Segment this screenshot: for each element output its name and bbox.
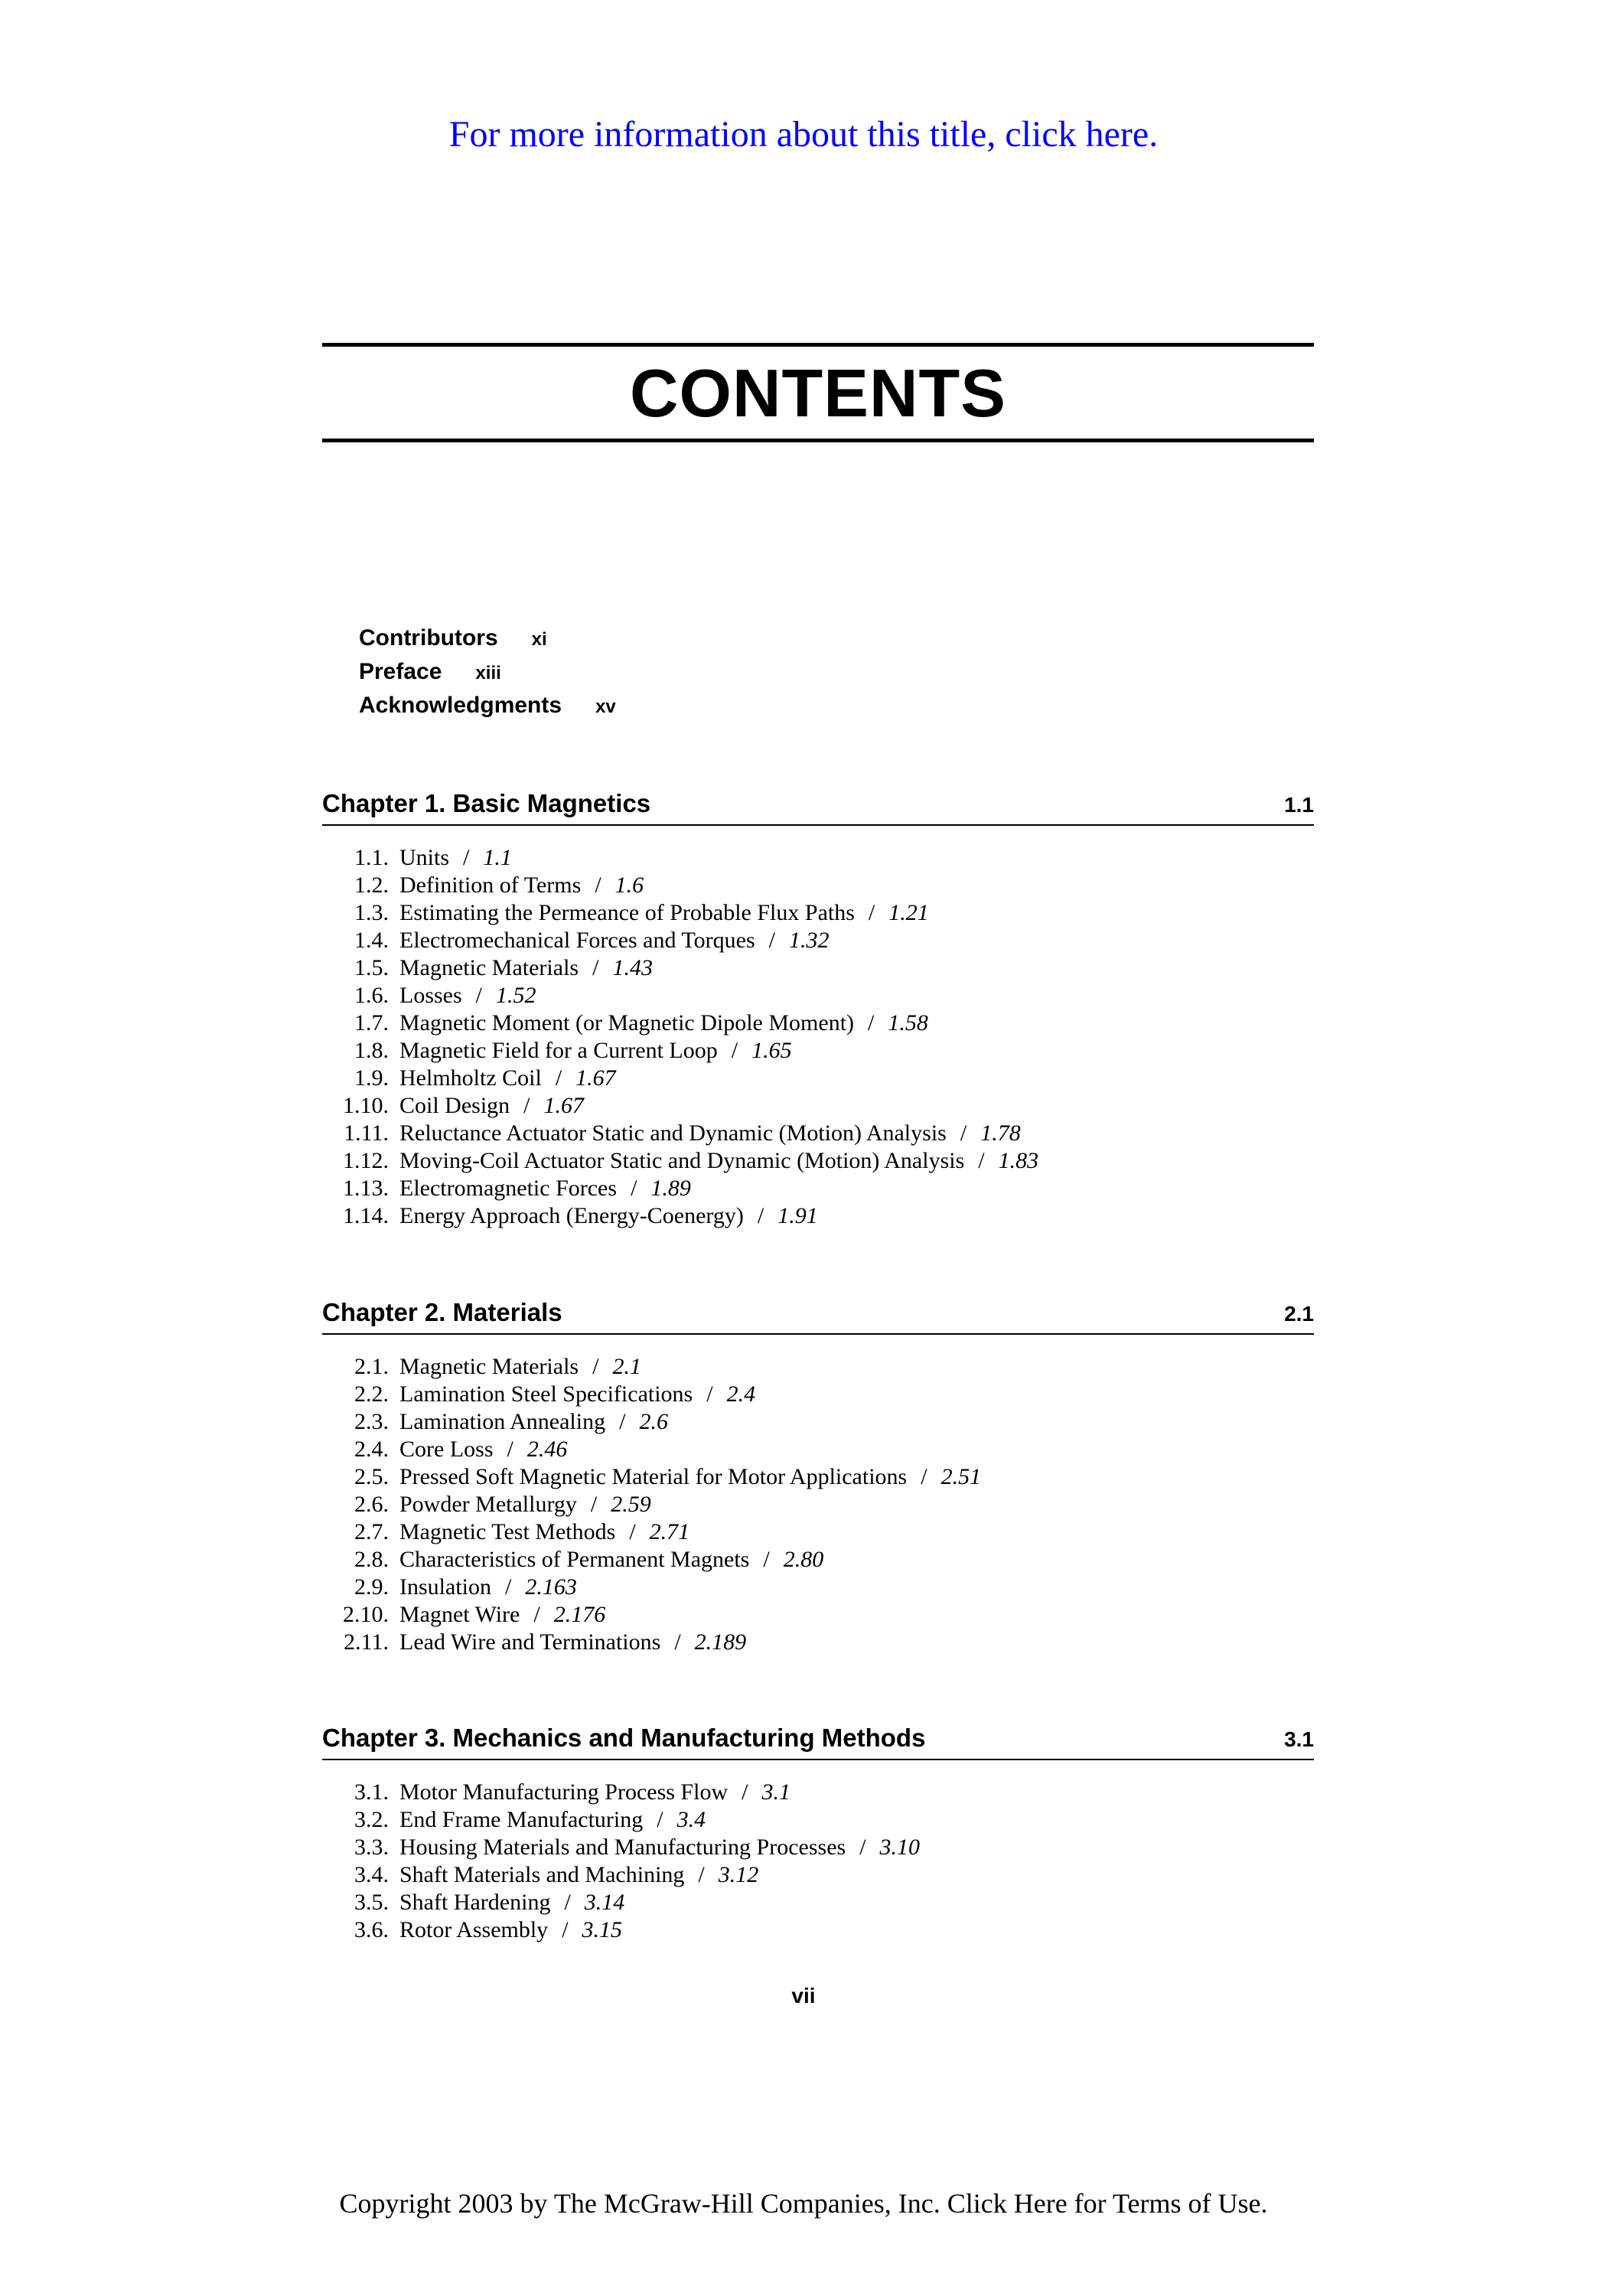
section-title: Powder Metallurgy xyxy=(399,1492,577,1517)
section-separator: / xyxy=(631,1176,637,1201)
section-title: Units xyxy=(399,845,450,870)
section-title: Electromechanical Forces and Torques xyxy=(399,928,755,953)
front-matter-item[interactable] xyxy=(359,621,616,655)
toc-entry[interactable] xyxy=(322,1779,1314,1806)
section-separator: / xyxy=(657,1807,663,1832)
toc-entry[interactable] xyxy=(322,1601,1314,1629)
section-page-number: 2.189 xyxy=(694,1629,747,1655)
section-title: Shaft Hardening xyxy=(399,1890,551,1915)
section-separator: / xyxy=(757,1203,764,1228)
section-number: 1.7. xyxy=(354,1010,389,1035)
section-separator: / xyxy=(592,1354,599,1379)
toc-entry[interactable] xyxy=(322,1353,1314,1381)
section-separator: / xyxy=(921,1464,927,1489)
section-number: 1.11. xyxy=(344,1120,389,1146)
section-title: Magnet Wire xyxy=(399,1602,520,1627)
section-number: 1.2. xyxy=(354,872,389,898)
section-page-number: 3.4 xyxy=(676,1807,706,1832)
section-separator: / xyxy=(960,1120,967,1146)
section-separator: / xyxy=(523,1093,530,1118)
toc-entry[interactable] xyxy=(322,1436,1314,1463)
section-separator: / xyxy=(555,1065,562,1091)
toc-entry[interactable] xyxy=(322,1202,1314,1230)
section-separator: / xyxy=(533,1602,540,1627)
toc-entry[interactable] xyxy=(322,1065,1314,1092)
section-number: 1.9. xyxy=(354,1065,389,1091)
section-title: Insulation xyxy=(399,1574,491,1600)
section-page-number: 2.1 xyxy=(612,1354,641,1379)
toc-entry[interactable] xyxy=(322,1463,1314,1491)
section-title: Motor Manufacturing Process Flow xyxy=(399,1779,729,1805)
section-page-number: 2.176 xyxy=(553,1602,606,1627)
front-matter-label: Preface xyxy=(359,659,442,684)
toc-entry[interactable] xyxy=(322,1120,1314,1147)
section-number: 2.4. xyxy=(354,1437,389,1462)
section-page-number: 1.1 xyxy=(483,845,512,870)
section-number: 2.11. xyxy=(344,1629,389,1655)
section-title: Rotor Assembly xyxy=(399,1917,549,1942)
front-matter-label: Acknowledgments xyxy=(359,693,562,718)
section-page-number: 2.71 xyxy=(649,1519,690,1544)
toc-entry[interactable] xyxy=(322,954,1314,982)
section-title: Lead Wire and Terminations xyxy=(399,1629,661,1655)
section-separator: / xyxy=(674,1629,681,1655)
section-title: End Frame Manufacturing xyxy=(399,1807,644,1832)
chapter-rule xyxy=(322,824,1314,826)
section-number: 3.5. xyxy=(354,1890,389,1915)
toc-entry[interactable] xyxy=(322,899,1314,927)
section-number: 1.13. xyxy=(343,1176,389,1201)
chapter-2 xyxy=(322,1295,1314,1656)
section-separator: / xyxy=(859,1835,866,1860)
section-separator: / xyxy=(595,872,601,898)
front-matter-page: xiii xyxy=(475,663,501,683)
section-separator: / xyxy=(507,1437,513,1462)
section-number: 2.2. xyxy=(354,1381,389,1407)
section-number: 1.14. xyxy=(343,1203,389,1228)
more-info-link[interactable]: For more information about this title, click here. xyxy=(448,114,1159,155)
section-page-number: 2.80 xyxy=(783,1547,824,1572)
toc-entry[interactable] xyxy=(322,927,1314,954)
front-matter-item[interactable] xyxy=(359,655,616,689)
section-page-number: 3.15 xyxy=(582,1917,623,1942)
section-number: 2.8. xyxy=(354,1547,389,1572)
section-title: Helmholtz Coil xyxy=(399,1065,542,1091)
section-separator: / xyxy=(978,1148,985,1173)
section-page-number: 2.51 xyxy=(940,1464,982,1489)
toc-entry[interactable] xyxy=(322,1037,1314,1065)
section-separator: / xyxy=(592,955,599,980)
section-number: 3.1. xyxy=(354,1779,389,1805)
section-title: Shaft Materials and Machining xyxy=(399,1862,685,1887)
chapter-heading[interactable] xyxy=(322,786,1314,821)
section-page-number: 1.78 xyxy=(980,1120,1021,1146)
toc-entry[interactable] xyxy=(322,1916,1314,1944)
section-number: 1.6. xyxy=(354,983,389,1008)
section-page-number: 1.58 xyxy=(888,1010,928,1035)
section-page-number: 1.67 xyxy=(575,1065,616,1091)
section-title: Core Loss xyxy=(399,1437,494,1462)
section-separator: / xyxy=(706,1381,713,1407)
section-title: Lamination Steel Specifications xyxy=(399,1381,693,1407)
section-separator: / xyxy=(731,1038,738,1063)
section-number: 2.5. xyxy=(354,1464,389,1489)
toc-entry[interactable] xyxy=(322,982,1314,1009)
section-number: 2.3. xyxy=(354,1409,389,1434)
section-page-number: 1.91 xyxy=(777,1203,818,1228)
section-title: Pressed Soft Magnetic Material for Motor Applications xyxy=(399,1464,908,1489)
toc-entry[interactable] xyxy=(322,1518,1314,1546)
section-number: 1.5. xyxy=(354,955,389,980)
front-matter-list xyxy=(359,621,616,722)
section-title: Magnetic Field for a Current Loop xyxy=(399,1038,718,1063)
toc-entry[interactable] xyxy=(322,1806,1314,1834)
chapter-title: Chapter 3. Mechanics and Manufacturing Methods xyxy=(322,1724,926,1752)
section-title: Magnetic Materials xyxy=(399,955,579,980)
section-page-number: 2.6 xyxy=(639,1409,668,1434)
chapter-page-number: 3.1 xyxy=(1284,1727,1314,1751)
toc-entry[interactable] xyxy=(322,844,1314,872)
section-page-number: 2.163 xyxy=(525,1574,577,1600)
toc-entry[interactable] xyxy=(322,1834,1314,1861)
chapter-1 xyxy=(322,786,1314,1230)
chapter-rule xyxy=(322,1333,1314,1335)
section-page-number: 2.59 xyxy=(611,1492,651,1517)
section-list xyxy=(322,1779,1314,1944)
toc-entry[interactable] xyxy=(322,1175,1314,1202)
toc-entry[interactable] xyxy=(322,1147,1314,1175)
section-page-number: 1.67 xyxy=(543,1093,585,1118)
section-number: 3.6. xyxy=(354,1917,389,1942)
section-number: 2.6. xyxy=(354,1492,389,1517)
toc-entry[interactable] xyxy=(322,1381,1314,1408)
section-separator: / xyxy=(505,1574,512,1600)
chapter-title: Chapter 2. Materials xyxy=(322,1298,562,1326)
section-separator: / xyxy=(463,845,470,870)
section-title: Energy Approach (Energy-Coenergy) xyxy=(399,1203,744,1228)
toc-entry[interactable] xyxy=(322,872,1314,899)
section-separator: / xyxy=(768,928,776,953)
contents-header xyxy=(322,343,1314,442)
section-title: Coil Design xyxy=(399,1093,510,1118)
section-title: Definition of Terms xyxy=(399,872,582,898)
section-number: 2.1. xyxy=(354,1354,389,1379)
section-separator: / xyxy=(629,1519,636,1544)
section-page-number: 2.4 xyxy=(726,1381,756,1407)
section-list xyxy=(322,1353,1314,1656)
section-page-number: 3.10 xyxy=(879,1835,921,1860)
section-separator: / xyxy=(475,983,483,1008)
toc-entry[interactable] xyxy=(322,1574,1314,1601)
section-separator: / xyxy=(698,1862,705,1887)
front-matter-label: Contributors xyxy=(359,625,498,651)
toc-entry[interactable] xyxy=(322,1629,1314,1656)
section-title: Magnetic Test Methods xyxy=(399,1519,616,1544)
section-list xyxy=(322,844,1314,1230)
toc-entry[interactable] xyxy=(322,1009,1314,1037)
top-rule xyxy=(322,343,1314,347)
section-title: Moving-Coil Actuator Static and Dynamic (Motion) Analysis xyxy=(399,1148,965,1173)
chapter-3 xyxy=(322,1720,1314,1944)
front-matter-page: xv xyxy=(595,696,616,717)
section-number: 3.2. xyxy=(354,1807,389,1832)
page-folio: vii xyxy=(791,1984,816,2007)
section-number: 1.12. xyxy=(343,1148,389,1173)
section-title: Losses xyxy=(399,983,462,1008)
chapter-heading[interactable] xyxy=(322,1720,1314,1756)
section-page-number: 1.52 xyxy=(496,983,536,1008)
section-page-number: 2.46 xyxy=(526,1437,568,1462)
chapter-page-number: 2.1 xyxy=(1284,1302,1314,1326)
section-separator: / xyxy=(564,1890,571,1915)
section-number: 1.1. xyxy=(354,845,389,870)
section-page-number: 3.12 xyxy=(718,1862,759,1887)
chapter-page-number: 1.1 xyxy=(1284,793,1314,817)
section-page-number: 1.65 xyxy=(751,1038,792,1063)
toc-entry[interactable] xyxy=(322,1546,1314,1574)
toc-entry[interactable] xyxy=(322,1408,1314,1436)
section-separator: / xyxy=(742,1779,748,1805)
section-number: 1.4. xyxy=(354,928,389,953)
section-title: Magnetic Moment (or Magnetic Dipole Moment) xyxy=(399,1010,855,1035)
section-page-number: 1.21 xyxy=(888,900,929,925)
section-number: 1.10. xyxy=(343,1093,389,1118)
section-separator: / xyxy=(619,1409,626,1434)
section-title: Electromagnetic Forces xyxy=(399,1176,618,1201)
section-number: 2.7. xyxy=(354,1519,389,1544)
toc-entry[interactable] xyxy=(322,1491,1314,1518)
section-page-number: 3.1 xyxy=(761,1779,790,1805)
section-page-number: 3.14 xyxy=(584,1890,625,1915)
section-title: Housing Materials and Manufacturing Processes xyxy=(399,1835,846,1860)
section-separator: / xyxy=(590,1492,598,1517)
section-page-number: 1.43 xyxy=(612,955,653,980)
section-page-number: 1.32 xyxy=(789,928,830,953)
section-title: Lamination Annealing xyxy=(399,1409,606,1434)
chapter-rule xyxy=(322,1759,1314,1760)
section-title: Estimating the Permeance of Probable Flux Paths xyxy=(399,900,855,925)
front-matter-item[interactable] xyxy=(359,689,616,722)
section-separator: / xyxy=(868,1010,875,1035)
bottom-rule xyxy=(322,439,1314,442)
toc-entry[interactable] xyxy=(322,1861,1314,1889)
section-page-number: 1.83 xyxy=(998,1148,1039,1173)
chapter-title: Chapter 1. Basic Magnetics xyxy=(322,789,651,817)
section-number: 2.10. xyxy=(343,1602,389,1627)
chapter-heading[interactable] xyxy=(322,1295,1314,1330)
page-title: CONTENTS xyxy=(630,355,1006,431)
section-number: 3.3. xyxy=(354,1835,389,1860)
toc-entry[interactable] xyxy=(322,1889,1314,1916)
section-number: 1.8. xyxy=(354,1038,389,1063)
section-separator: / xyxy=(562,1917,569,1942)
section-page-number: 1.89 xyxy=(650,1176,691,1201)
toc-entry[interactable] xyxy=(322,1092,1314,1120)
section-title: Characteristics of Permanent Magnets xyxy=(399,1547,750,1572)
section-separator: / xyxy=(868,900,875,925)
section-number: 2.9. xyxy=(354,1574,389,1600)
front-matter-page: xi xyxy=(531,629,547,650)
section-separator: / xyxy=(763,1547,770,1572)
section-title: Reluctance Actuator Static and Dynamic (Motion) Analysis xyxy=(399,1120,947,1146)
section-number: 3.4. xyxy=(354,1862,389,1887)
copyright-notice[interactable]: Copyright 2003 by The McGraw-Hill Companies, Inc. Click Here for Terms of Use. xyxy=(339,2188,1268,2219)
section-page-number: 1.6 xyxy=(614,872,644,898)
section-title: Magnetic Materials xyxy=(399,1354,579,1379)
section-number: 1.3. xyxy=(354,900,389,925)
